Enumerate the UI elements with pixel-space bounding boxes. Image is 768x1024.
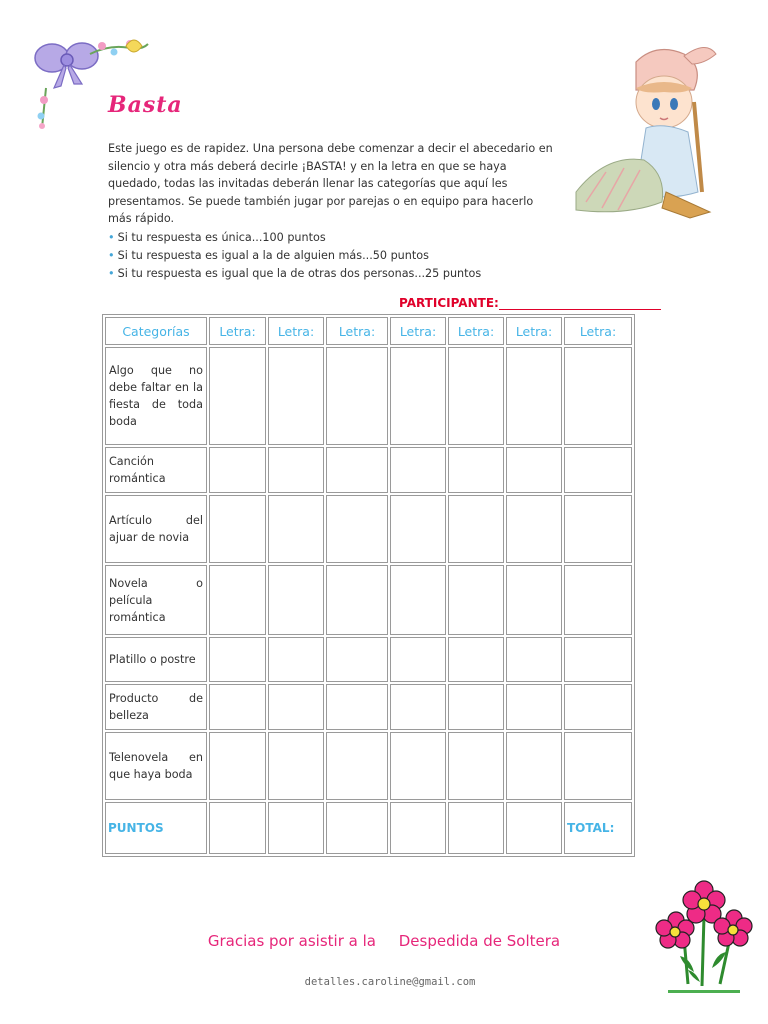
answer-cell[interactable] xyxy=(506,637,562,682)
answer-cell[interactable] xyxy=(326,684,388,730)
answer-cell[interactable] xyxy=(448,565,504,635)
table-row xyxy=(105,732,632,800)
answer-cell[interactable] xyxy=(268,447,324,493)
answer-cell[interactable] xyxy=(564,732,632,800)
basta-score-table xyxy=(102,314,635,857)
answer-cell[interactable] xyxy=(268,347,324,445)
answer-cell[interactable] xyxy=(390,495,446,563)
table-header-row xyxy=(105,317,632,345)
points-cell[interactable] xyxy=(390,802,446,854)
total-cell[interactable]: TOTAL: xyxy=(564,802,632,854)
bullet-icon: • xyxy=(108,231,115,244)
scoring-rules xyxy=(108,229,568,283)
answer-cell[interactable] xyxy=(564,637,632,682)
answer-cell[interactable] xyxy=(506,447,562,493)
participant-field[interactable] xyxy=(399,296,661,310)
answer-cell[interactable] xyxy=(448,684,504,730)
answer-cell[interactable] xyxy=(506,347,562,445)
answer-cell[interactable] xyxy=(209,495,266,563)
pink-flowers-illustration xyxy=(654,876,754,996)
table-row xyxy=(105,447,632,493)
answer-cell[interactable] xyxy=(326,347,388,445)
answer-cell[interactable] xyxy=(390,565,446,635)
table-row xyxy=(105,495,632,563)
answer-cell[interactable] xyxy=(448,495,504,563)
answer-cell[interactable] xyxy=(209,637,266,682)
points-cell[interactable] xyxy=(268,802,324,854)
bullet-icon: • xyxy=(108,267,115,280)
table-row xyxy=(105,565,632,635)
answer-cell[interactable] xyxy=(564,684,632,730)
thanks-message xyxy=(0,932,768,950)
answer-cell[interactable] xyxy=(326,495,388,563)
answer-cell[interactable] xyxy=(564,495,632,563)
header-letter[interactable]: Letra: xyxy=(506,317,562,345)
bow-icon xyxy=(35,43,98,88)
contact-email: detalles.caroline@gmail.com xyxy=(304,976,476,988)
header-letter[interactable]: Letra: xyxy=(209,317,266,345)
answer-cell[interactable] xyxy=(564,347,632,445)
participant-label: PARTICIPANTE: xyxy=(399,296,499,310)
answer-cell[interactable] xyxy=(390,347,446,445)
bullet-icon: • xyxy=(108,249,115,262)
header-letter[interactable]: Letra: xyxy=(448,317,504,345)
points-row xyxy=(105,802,632,854)
thanks-left-text: Gracias por asistir a la xyxy=(207,932,376,950)
answer-cell[interactable] xyxy=(506,684,562,730)
points-label: PUNTOS xyxy=(105,802,207,854)
answer-cell[interactable] xyxy=(390,447,446,493)
answer-cell[interactable] xyxy=(268,637,324,682)
answer-cell[interactable] xyxy=(448,447,504,493)
answer-cell[interactable] xyxy=(268,732,324,800)
category-cell: Canción romántica xyxy=(105,447,207,493)
answer-cell[interactable] xyxy=(390,732,446,800)
table-row xyxy=(105,347,632,445)
points-cell[interactable] xyxy=(448,802,504,854)
answer-cell[interactable] xyxy=(390,684,446,730)
answer-cell[interactable] xyxy=(209,347,266,445)
answer-cell[interactable] xyxy=(268,684,324,730)
answer-cell[interactable] xyxy=(209,565,266,635)
answer-cell[interactable] xyxy=(390,637,446,682)
category-cell: Artículo del ajuar de novia xyxy=(105,495,207,563)
rule-item: • Si tu respuesta es igual que la de otras dos personas...25 puntos xyxy=(108,267,482,280)
page-title: Basta xyxy=(108,92,183,118)
thanks-right-text: Despedida de Soltera xyxy=(398,932,561,950)
answer-cell[interactable] xyxy=(506,495,562,563)
table-row xyxy=(105,684,632,730)
header-letter[interactable]: Letra: xyxy=(268,317,324,345)
answer-cell[interactable] xyxy=(209,684,266,730)
answer-cell[interactable] xyxy=(448,347,504,445)
girl-sweeping-illustration xyxy=(566,42,724,220)
answer-cell[interactable] xyxy=(326,447,388,493)
header-letter[interactable]: Letra: xyxy=(390,317,446,345)
points-cell[interactable] xyxy=(506,802,562,854)
answer-cell[interactable] xyxy=(326,637,388,682)
rule-item: • Si tu respuesta es igual a la de alguien más...50 puntos xyxy=(108,249,429,262)
answer-cell[interactable] xyxy=(506,732,562,800)
category-cell: Producto de belleza xyxy=(105,684,207,730)
header-categories: Categorías xyxy=(105,317,207,345)
points-cell[interactable] xyxy=(209,802,266,854)
answer-cell[interactable] xyxy=(448,732,504,800)
category-cell: Algo que no debe faltar en la fiesta de toda boda xyxy=(105,347,207,445)
participant-blank-line[interactable] xyxy=(499,297,661,310)
flower-icon xyxy=(683,881,725,923)
answer-cell[interactable] xyxy=(506,565,562,635)
answer-cell[interactable] xyxy=(209,447,266,493)
answer-cell[interactable] xyxy=(326,732,388,800)
table-row xyxy=(105,637,632,682)
answer-cell[interactable] xyxy=(209,732,266,800)
header-letter[interactable]: Letra: xyxy=(564,317,632,345)
answer-cell[interactable] xyxy=(268,565,324,635)
answer-cell[interactable] xyxy=(564,565,632,635)
category-cell: Platillo o postre xyxy=(105,637,207,682)
answer-cell[interactable] xyxy=(268,495,324,563)
answer-cell[interactable] xyxy=(564,447,632,493)
category-cell: Telenovela en que haya boda xyxy=(105,732,207,800)
answer-cell[interactable] xyxy=(448,637,504,682)
rule-item: • Si tu respuesta es única...100 puntos xyxy=(108,231,326,244)
category-cell: Novela o película romántica xyxy=(105,565,207,635)
header-letter[interactable]: Letra: xyxy=(326,317,388,345)
points-cell[interactable] xyxy=(326,802,388,854)
answer-cell[interactable] xyxy=(326,565,388,635)
intro-paragraph: Este juego es de rapidez. Una persona debe comenzar a decir el abecedario en silencio y otra más deberá decirle ¡BASTA! y en la letra en que se haya quedado, todas las invitadas deberán llenar las categorías que aquí les presentamos. Se puede también jugar por parejas o en equipo para hacerlo más rápido. xyxy=(108,142,553,226)
